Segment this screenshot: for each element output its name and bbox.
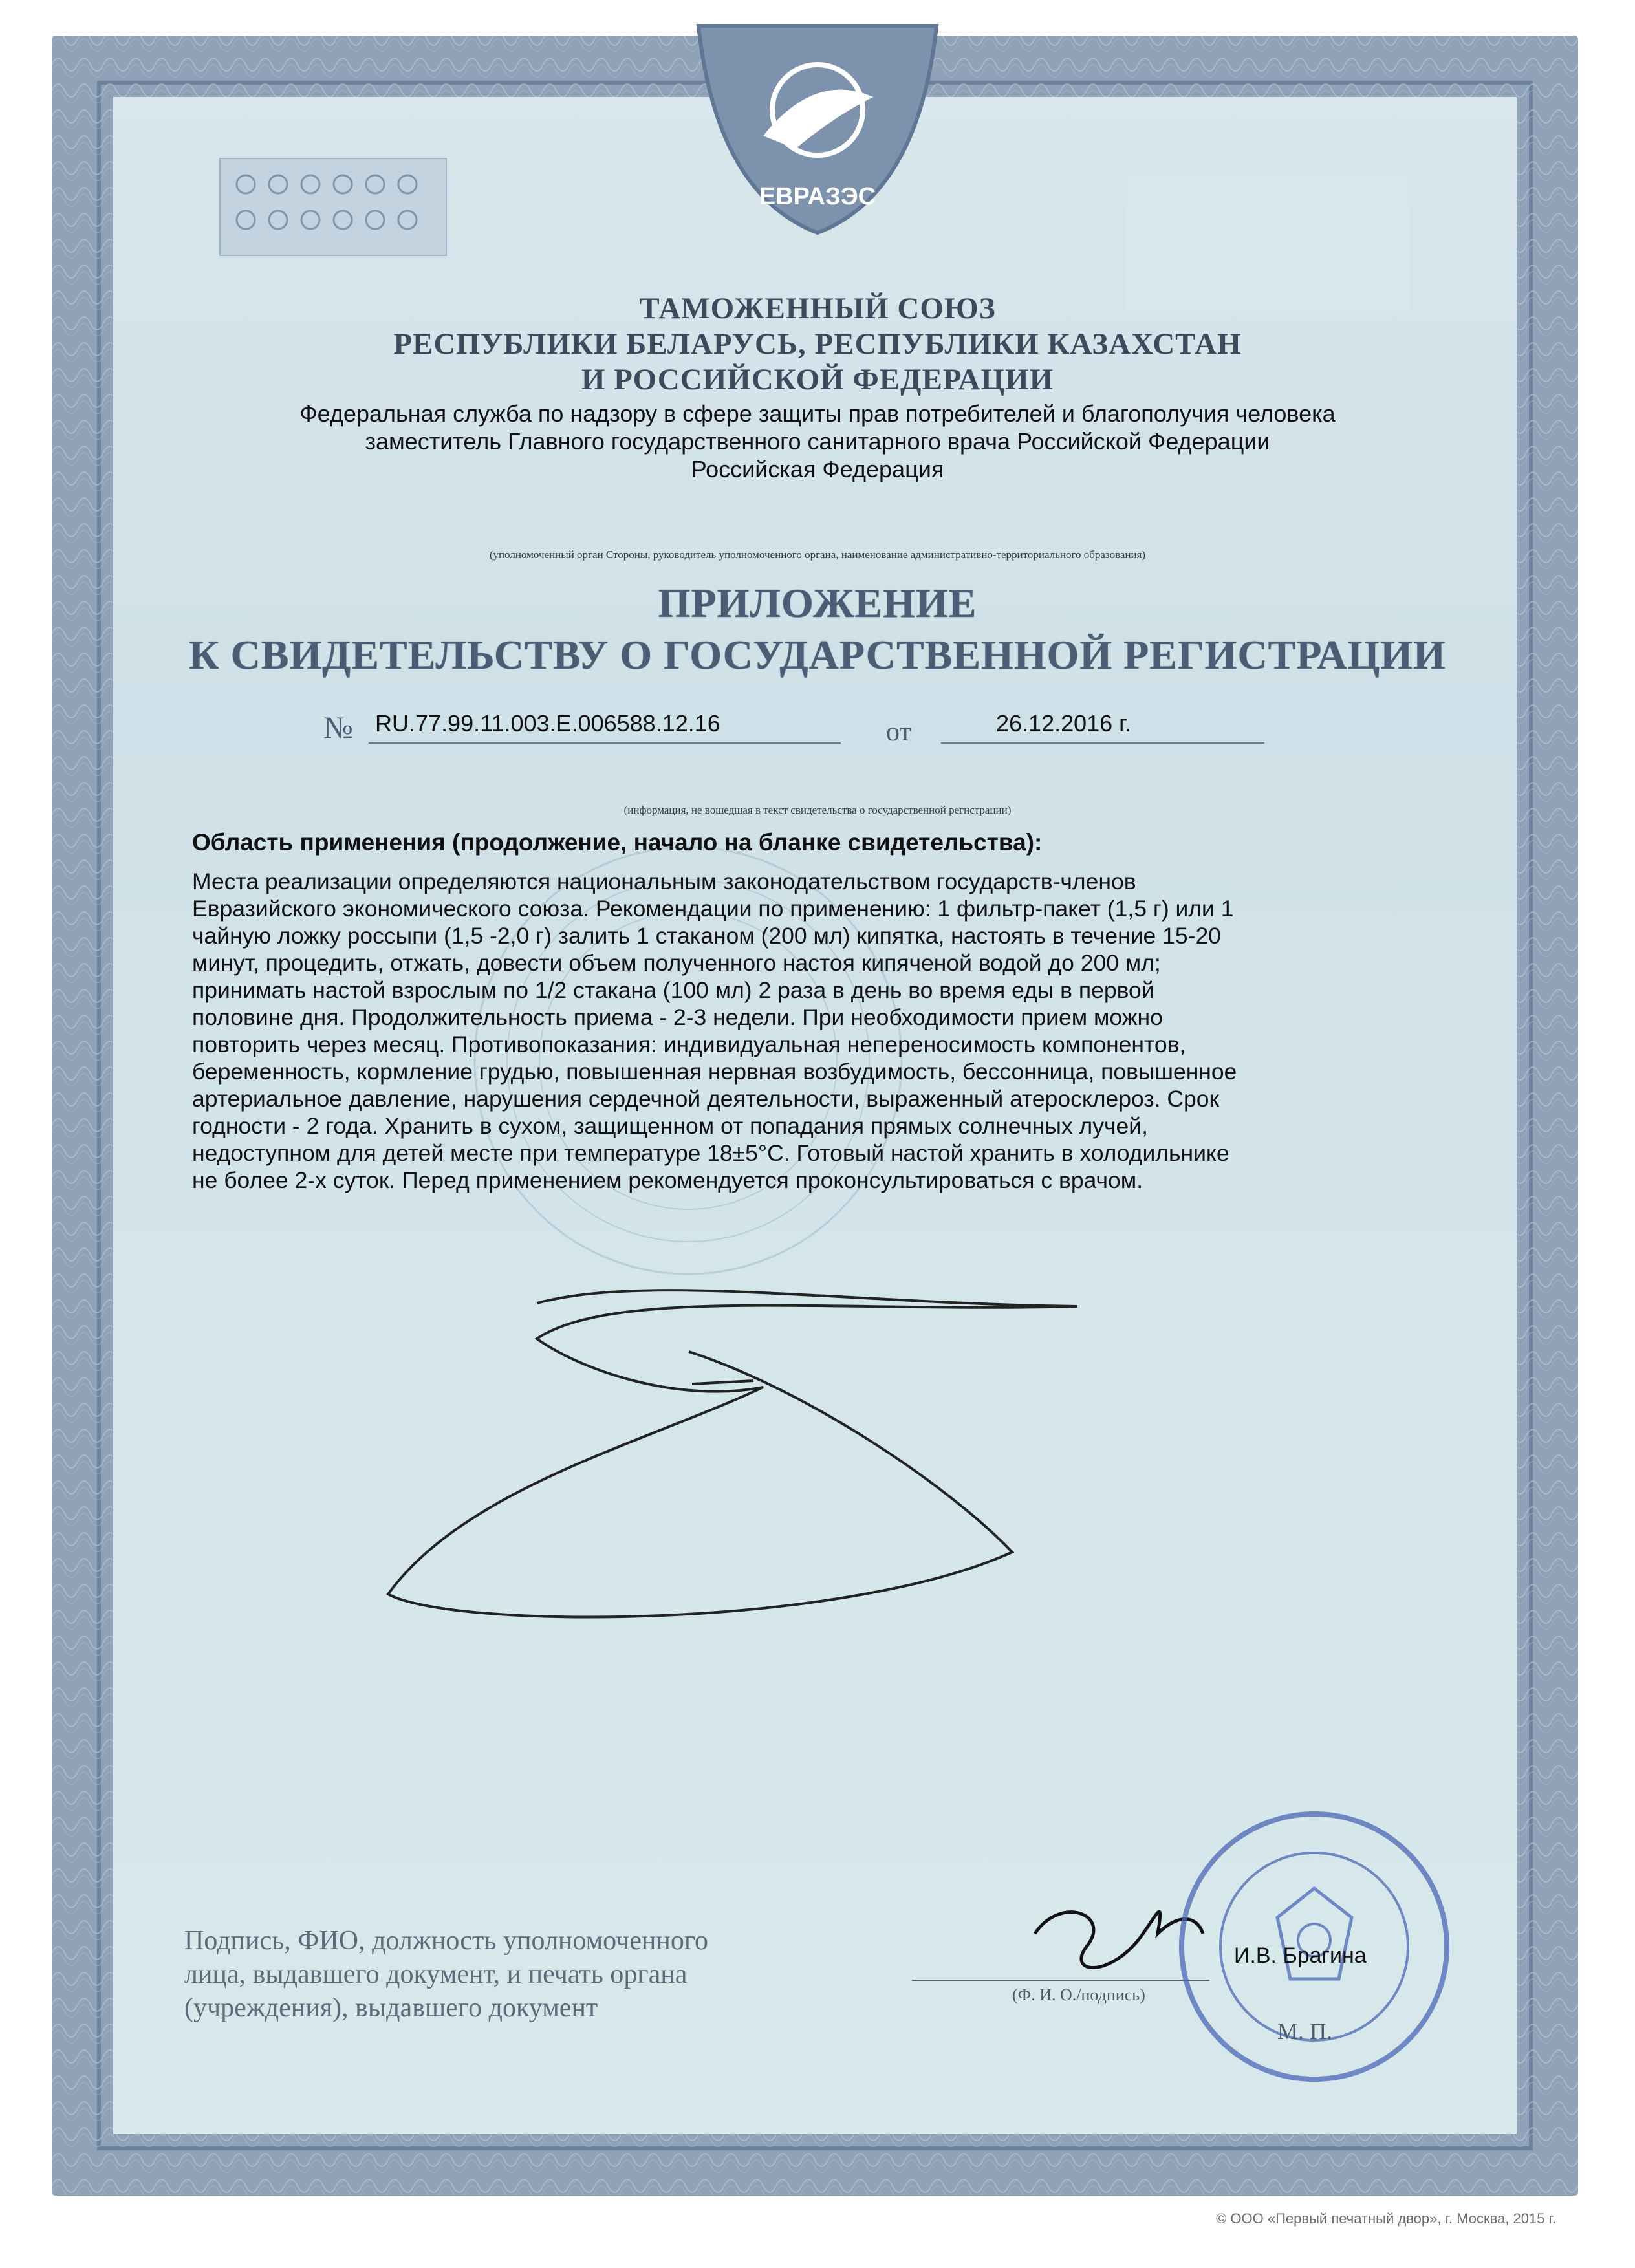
- scope-body: [192, 868, 1447, 1194]
- authority-line-2: заместитель Главного государственного санитарного врача Российской Федерации: [365, 428, 1270, 455]
- union-title-line-3: И РОССИЙСКОЙ ФЕДЕРАЦИИ: [581, 363, 1054, 396]
- scope-line: Места реализации определяются национальным законодательством государств-членов: [192, 869, 1136, 894]
- union-title-line-1: ТАМОЖЕННЫЙ СОЮЗ: [639, 292, 996, 325]
- registration-date: 26.12.2016 г.: [996, 710, 1131, 737]
- registration-number: RU.77.99.11.003.E.006588.12.16: [375, 710, 720, 737]
- date-label: от: [886, 717, 911, 747]
- scope-line: беременность, кормление грудью, повышенная нервная возбудимость, бессонница, повышенное: [192, 1059, 1237, 1085]
- scope-line: не более 2-х суток. Перед применением рекомендуется проконсультироваться с врачом.: [192, 1167, 1143, 1193]
- signature-caption-line: (учреждения), выдавшего документ: [184, 1993, 598, 2023]
- fio-caption: (Ф. И. О./подпись): [1012, 1985, 1145, 2004]
- appendix-subtitle: К СВИДЕТЕЛЬСТВУ О ГОСУДАРСТВЕННОЙ РЕГИСТРАЦИИ: [189, 632, 1446, 678]
- printer-imprint: © ООО «Первый печатный двор», г. Москва, 2015 г.: [1216, 2210, 1556, 2227]
- scope-line: Евразийского экономического союза. Рекомендации по применению: 1 фильтр-пакет (1,5 г) или 1: [192, 896, 1234, 922]
- scope-line: чайную ложку россыпи (1,5 -2,0 г) залить 1 стаканом (200 мл) кипятка, настоять в течение 15-20: [192, 923, 1221, 949]
- date-underline: [941, 742, 1264, 744]
- scope-line: минут, процедить, отжать, довести объем полученного настоя кипяченой водой до 200 мл;: [192, 950, 1161, 976]
- logo-label: ЕВРАЗЭС: [759, 183, 876, 210]
- scope-line: повторить через месяц. Противопоказания: индивидуальная непереносимость компонентов,: [192, 1031, 1186, 1057]
- authority-line-1: Федеральная служба по надзору в сфере защиты прав потребителей и благополучия человека: [299, 400, 1336, 427]
- scope-heading: Область применения (продолжение, начало на бланке свидетельства):: [192, 829, 1043, 856]
- scope-line: принимать настой взрослым по 1/2 стакана (100 мл) 2 раза в день во время еды в первой: [192, 977, 1154, 1003]
- scope-line: недоступном для детей месте при температуре 18±5°С. Готовый настой хранить в холодильнике: [192, 1140, 1229, 1166]
- scope-line: артериальное давление, нарушения сердечной деятельности, выраженный атеросклероз. Срок: [192, 1086, 1220, 1112]
- scope-line: половине дня. Продолжительность приема - 2-3 недели. При необходимости прием можно: [192, 1004, 1163, 1030]
- signatory-name: И.В. Брагина: [1234, 1943, 1367, 1968]
- appendix-title: ПРИЛОЖЕНИЕ: [658, 580, 977, 626]
- authority-caption: (уполномоченный орган Стороны, руководитель уполномоченного органа, наименование административно-территориального образования): [489, 548, 1146, 561]
- number-underline: [369, 742, 841, 744]
- number-label: №: [323, 711, 353, 745]
- signature-caption: [184, 1924, 883, 2025]
- signature-caption-line: лица, выдавшего документ, и печать органа: [184, 1960, 688, 1989]
- scope-line: годности - 2 года. Хранить в сухом, защищенном от попадания прямых солнечных лучей,: [192, 1113, 1148, 1139]
- authority-line-3: Российская Федерация: [691, 456, 944, 482]
- union-title-line-2: РЕСПУБЛИКИ БЕЛАРУСЬ, РЕСПУБЛИКИ КАЗАХСТАН: [393, 327, 1242, 361]
- seal-place-label: М. П.: [1277, 2018, 1333, 2044]
- signature-caption-line: Подпись, ФИО, должность уполномоченного: [184, 1926, 708, 1956]
- registration-caption: (информация, не вошедшая в текст свидетельства о государственной регистрации): [623, 804, 1012, 816]
